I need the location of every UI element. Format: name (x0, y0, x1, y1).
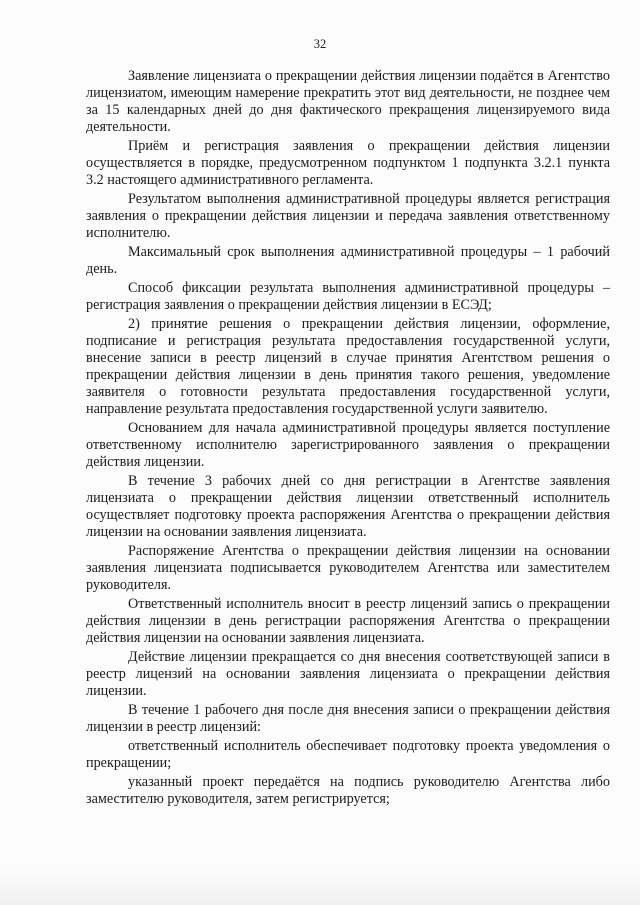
paragraph: Ответственный исполнитель вносит в реестр лицензий запись о прекращении действия лицензии в день регистрации распоряжения Агентства о прекращении действия лицензии на основании заявления лицензиата. (86, 596, 610, 646)
paragraph: Приём и регистрация заявления о прекращении действия лицензии осуществляется в порядке, предусмотренном подпунктом 1 подпункта 3.2.1 пункта 3.2 настоящего административного регламента. (86, 138, 610, 188)
paragraph: указанный проект передаётся на подпись руководителю Агентства либо заместителю руководителя, затем регистрируется; (86, 774, 610, 807)
paragraph: ответственный исполнитель обеспечивает подготовку проекта уведомления о прекращении; (86, 738, 610, 771)
paragraph: Распоряжение Агентства о прекращении действия лицензии на основании заявления лицензиата подписывается руководителем Агентства или заместителем руководителя. (86, 543, 610, 593)
paragraph: Способ фиксации результата выполнения административной процедуры – регистрация заявления о прекращении действия лицензии в ЕСЭД; (86, 280, 610, 313)
paragraph: В течение 3 рабочих дней со дня регистрации в Агентстве заявления лицензиата о прекращении действия лицензии ответственный исполнитель осуществляет подготовку проекта распоряжения Агентства о прекращении действия лицензии на основании заявления лицензиата. (86, 473, 610, 540)
paragraph: Заявление лицензиата о прекращении действия лицензии подаётся в Агентство лицензиатом, имеющим намерение прекратить этот вид деятельности, не позднее чем за 15 календарных дней до дня фактического прекращения лицензируемого вида деятельности. (86, 68, 610, 135)
paragraph: В течение 1 рабочего дня после дня внесения записи о прекращении действия лицензии в реестр лицензий: (86, 702, 610, 735)
page-number: 32 (313, 37, 327, 51)
paragraph: 2) принятие решения о прекращении действия лицензии, оформление, подписание и регистрация результата предоставления государственной услуги, внесение записи в реестр лицензий в случае принятия Агентством решения о прекращении действия лицензии в день принятия такого решения, уведомление заявителя о готовности результата предоставления государственной услуги, направление результата предоставления государственной услуги заявителю. (86, 316, 610, 417)
page-bottom-edge (0, 869, 640, 905)
paragraph: Действие лицензии прекращается со дня внесения соответствующей записи в реестр лицензий на основании заявления лицензиата о прекращении действия лицензии. (86, 649, 610, 699)
paragraph: Основанием для начала административной процедуры является поступление ответственному исполнителю зарегистрированного заявления о прекращении действия лицензии. (86, 420, 610, 470)
paragraph: Результатом выполнения административной процедуры является регистрация заявления о прекращении действия лицензии и передача заявления ответственному исполнителю. (86, 191, 610, 241)
paragraph: Максимальный срок выполнения административной процедуры – 1 рабочий день. (86, 244, 610, 277)
